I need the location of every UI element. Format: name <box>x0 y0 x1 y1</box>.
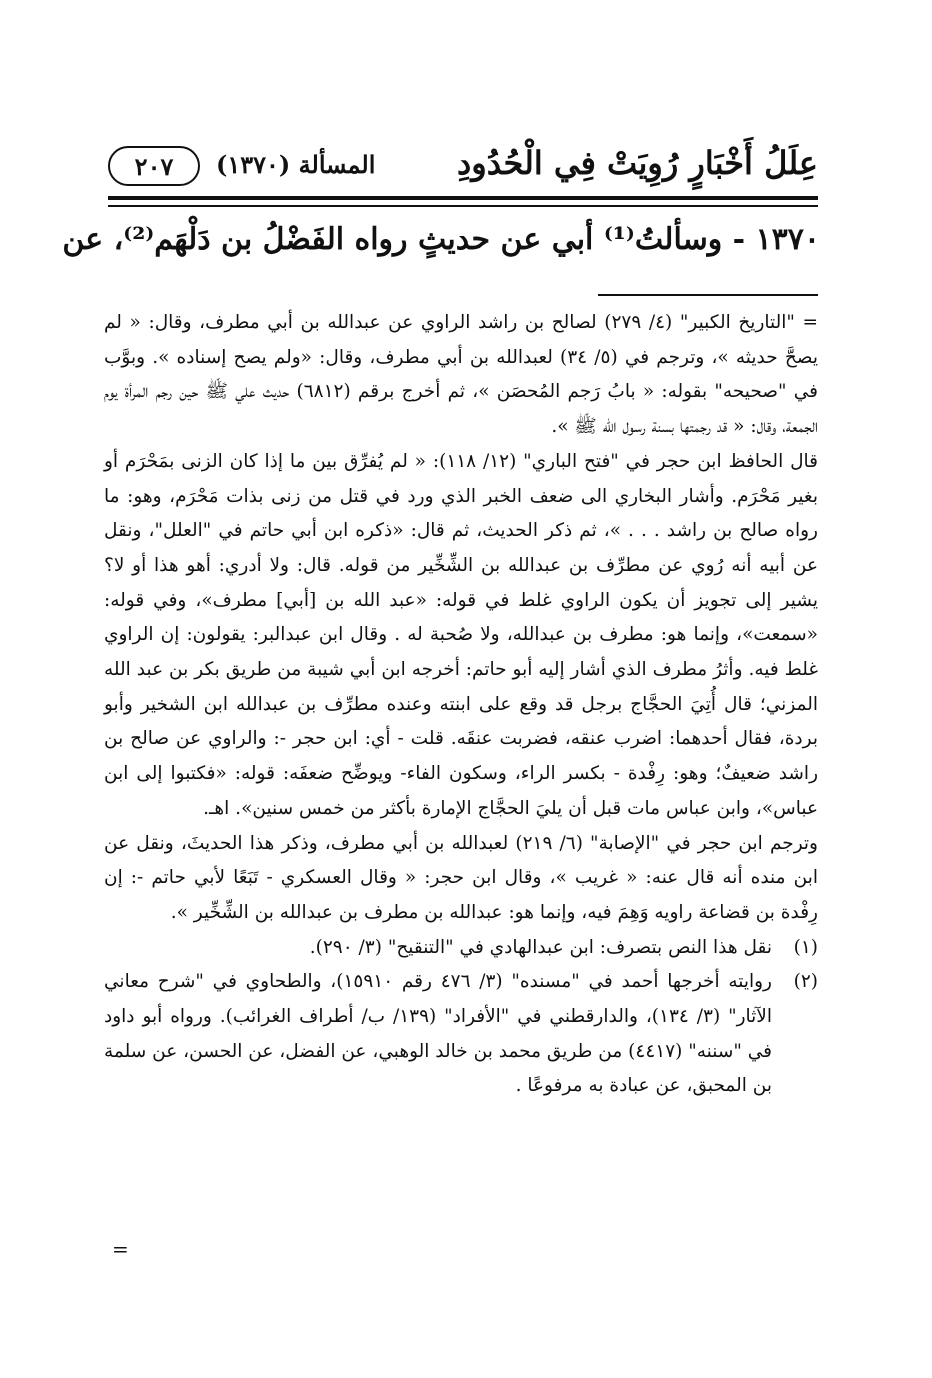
continuation-mark: = <box>112 1237 129 1261</box>
book-title: عِلَلُ أَخْبَارٍ رُوِيَتْ فِي الْحُدُودِ <box>456 144 818 182</box>
footnote-separator <box>598 294 818 296</box>
footnote-text: روايته أخرجها أحمد في "مسنده" (٣/ ٤٧٦ رقم ١٥٩١٠)، والطحاوي في "شرح معاني الآثار" (٣/ ١٣٤)، والدارقطني في "الأفراد" (١٣٩/ ب/ أطراف الغرائب). ورواه أبو داود في "سننه" (٤٤١٧) من طريق محمد بن خالد الوهبي، عن الفضل، عن الحسن، عن سلمة بن المحبق، عن عبادة به مرفوعًا . <box>104 971 772 1097</box>
running-header <box>108 142 818 194</box>
footnote-continuation-paragraph: وترجم ابن حجر في "الإصابة" (٦/ ٢١٩) لعبدالله بن أبي مطرف، وذكر هذا الحديثَ، ونقل عن ابن منده أنه قال عنه: « غريب »، وقال ابن حجر: « وقال العسكري - تَبَعًا لأبي حاتم -: إن رِفْدة بن قضاعة راويه وَهِمَ فيه، وإنما هو: عبدالله بن مطرف بن عبدالله بن الشِّخِّير ». <box>104 832 818 923</box>
footnote-item <box>104 965 818 1104</box>
footnote-number: (٢) <box>793 971 818 993</box>
footnotes-section <box>104 306 818 1104</box>
footnote-continuation-paragraph: = "التاريخ الكبير" (٤/ ٢٧٩) لصالح بن راشد الراوي عن عبدالله بن أبي مطرف، وقال: « لم يصحَّ حديثه »، وترجم في (٥/ ٣٤) لعبدالله بن أبي مطرف، وقال: «ولم يصح إسناده ». وبوَّب في "صحيحه" بقوله: « بابُ رَجم المُحصَن »، ثم أخرج برقم (٦٨١٢) حديث علي ﷺ حين رجم المرأة يوم الجمعة، وقال: « قد رجمتها بسنة رسول الله ﷺ ». <box>104 312 818 438</box>
header-rule-thin <box>108 205 818 207</box>
masala-label: المسألة (١٣٧٠) <box>216 150 376 179</box>
footnote-continuation-paragraph: قال الحافظ ابن حجر في "فتح الباري" (١٢/ ١١٨): « لم يُفرِّق بين ما إذا كان الزنى بمَحْرَم أو بغير مَحْرَم. وأشار البخاري الى ضعف الخبر الذي ورد في قتل من زنى بذات مَحْرَم، وهو: ما رواه صالح بن راشد . . . »، ثم ذكر الحديث، ثم قال: «ذكره ابن أبي حاتم في "العلل"، ونقل عن أبيه أنه رُوي عن مطرِّف بن عبدالله بن الشِّخِّير من قوله. قال: ولا أدري: أهو هذا أو لا؟ يشير إلى تجويز أن يكون الراوي غلط في قوله: «عبد الله بن [أبي] مطرف»، وفي قوله: «سمعت»، وإنما هو: مطرف بن عبدالله، ولا صُحبة له . وقال ابن عبدالبر: يقولون: إن الراوي غلط فيه. وأثرُ مطرف الذي أشار إليه أبو حاتم: أخرجه ابن أبي شيبة من طريق بكر بن عبد الله المزني؛ قال أُتِيَ الحجَّاج برجل قد وقع على ابنته وعنده مطرِّف بن عبدالله ابن الشخير وأبو بردة، فقال أحدهما: اضرب عنقه، فضربت عنقَه. قلت - أي: ابن حجر -: والراوي عن صالح بن راشد ضعيفٌ؛ وهو: رِفْدة - بكسر الراء، وسكون الفاء- ويوضِّح ضعفَه: قوله: «فكتبوا إلى ابن عباس»، وابن عباس مات قبل أن يليَ الحجَّاج الإمارة بأكثر من خمس سنين». اهـ. <box>104 450 818 819</box>
page-number: ٢٠٧ <box>108 146 200 186</box>
entry-text: ١٣٧٠ - وسألتُ⁽¹⁾ أبي عن حديثٍ رواه الفَضْلُ بن دَلْهَم⁽²⁾، عن <box>62 222 820 257</box>
footnote-item <box>104 931 818 966</box>
footnote-number: (١) <box>793 936 818 958</box>
header-rule-thick <box>108 196 818 200</box>
footnote-text: نقل هذا النص بتصرف: ابن عبدالهادي في "التنقيح" (٣/ ٢٩٠). <box>309 936 772 958</box>
